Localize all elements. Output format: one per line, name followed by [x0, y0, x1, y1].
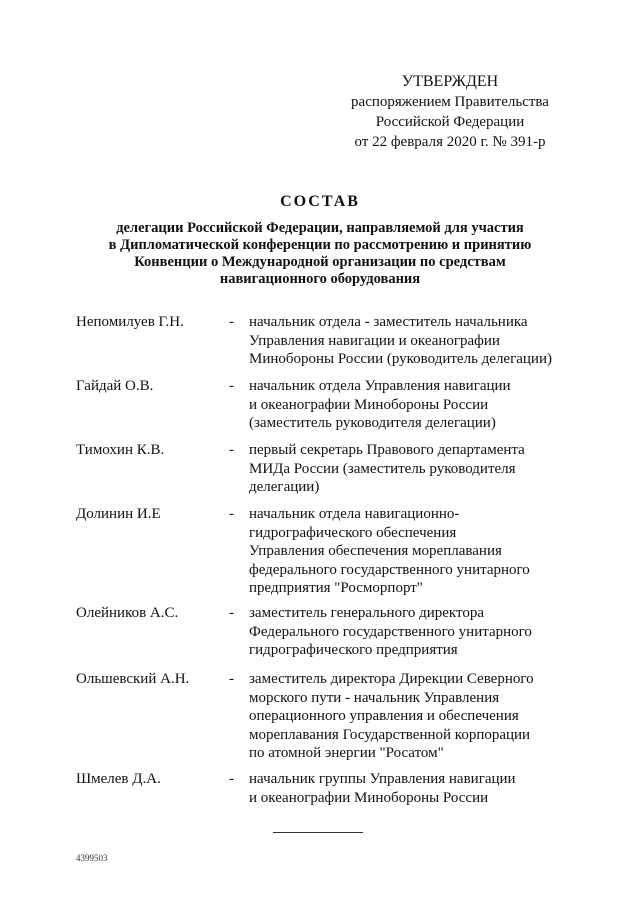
role-line: заместитель директора Дирекции Северного	[249, 671, 534, 687]
member-dash: -	[229, 771, 234, 787]
member-dash: -	[229, 506, 234, 522]
role-line: первый секретарь Правового департамента	[249, 442, 525, 458]
member-role	[249, 670, 559, 763]
member-dash: -	[229, 442, 234, 458]
member-role	[249, 604, 559, 660]
member-role	[249, 441, 559, 497]
role-line: морского пути - начальник Управления	[249, 689, 500, 706]
member-name: Тимохин К.В.	[76, 442, 165, 458]
member-dash: -	[229, 671, 234, 687]
role-line: делегации)	[249, 479, 320, 495]
member-role	[249, 770, 559, 807]
approval-stamp	[330, 72, 570, 152]
member-role	[249, 377, 559, 433]
member-dash: -	[229, 314, 234, 330]
member-name: Гайдай О.В.	[76, 378, 154, 394]
subtitle-line: навигационного оборудования	[219, 271, 421, 287]
role-line: мореплавания Государственной корпорации	[249, 726, 531, 743]
subtitle-line: Конвенции о Международной организации по средствам	[134, 254, 506, 270]
role-line: гидрографического предприятия	[249, 642, 458, 658]
subtitle-line: в Дипломатической конференции по рассмотрению и принятию	[108, 237, 532, 253]
member-role	[249, 505, 559, 598]
role-line: и океанографии Минобороны России	[249, 789, 489, 806]
member-dash: -	[229, 605, 234, 621]
role-line: по атомной энергии "Росатом"	[249, 745, 444, 761]
member-role	[249, 313, 559, 369]
member-name: Ольшевский А.Н.	[76, 671, 190, 687]
role-line: и океанографии Минобороны России	[249, 396, 489, 413]
approval-date-line: от 22 февраля 2020 г. № 391-р	[354, 134, 546, 150]
document-number: 4399503	[76, 853, 108, 863]
role-line: Федерального государственного унитарного	[249, 623, 532, 640]
role-line: заместитель генерального директора	[249, 605, 485, 621]
member-dash: -	[229, 378, 234, 394]
approval-line: Российской Федерации	[375, 114, 525, 130]
subtitle-line: делегации Российской Федерации, направляемой для участия	[116, 220, 524, 236]
member-name: Шмелев Д.А.	[76, 771, 161, 787]
role-line: начальник группы Управления навигации	[249, 771, 516, 787]
member-name: Непомилуев Г.Н.	[76, 314, 184, 330]
role-line: Управления навигации и океанографии	[249, 332, 500, 349]
role-line: начальник отдела - заместитель начальника	[249, 314, 528, 330]
role-line: начальник отдела Управления навигации	[249, 378, 511, 394]
role-line: Минобороны России (руководитель делегации)	[249, 351, 552, 367]
role-line: Управления обеспечения мореплавания	[249, 543, 502, 559]
document-subtitle	[80, 220, 560, 288]
approval-heading: УТВЕРЖДЕН	[401, 73, 499, 90]
member-name: Олейников А.С.	[76, 605, 179, 621]
role-line: (заместитель руководителя делегации)	[249, 415, 496, 431]
role-line: операционного управления и обеспечения	[249, 708, 519, 724]
closing-rule	[273, 832, 363, 833]
member-name: Долинин И.Е	[76, 506, 161, 522]
document-title: СОСТАВ	[280, 193, 360, 210]
role-line: МИДа России (заместитель руководителя	[249, 460, 516, 477]
approval-line: распоряжением Правительства	[351, 94, 549, 110]
role-line: гидрографического обеспечения	[249, 524, 457, 541]
role-line: предприятия "Росморпорт"	[249, 580, 423, 596]
role-line: начальник отдела навигационно-	[249, 506, 460, 522]
role-line: федерального государственного унитарного	[249, 561, 530, 578]
